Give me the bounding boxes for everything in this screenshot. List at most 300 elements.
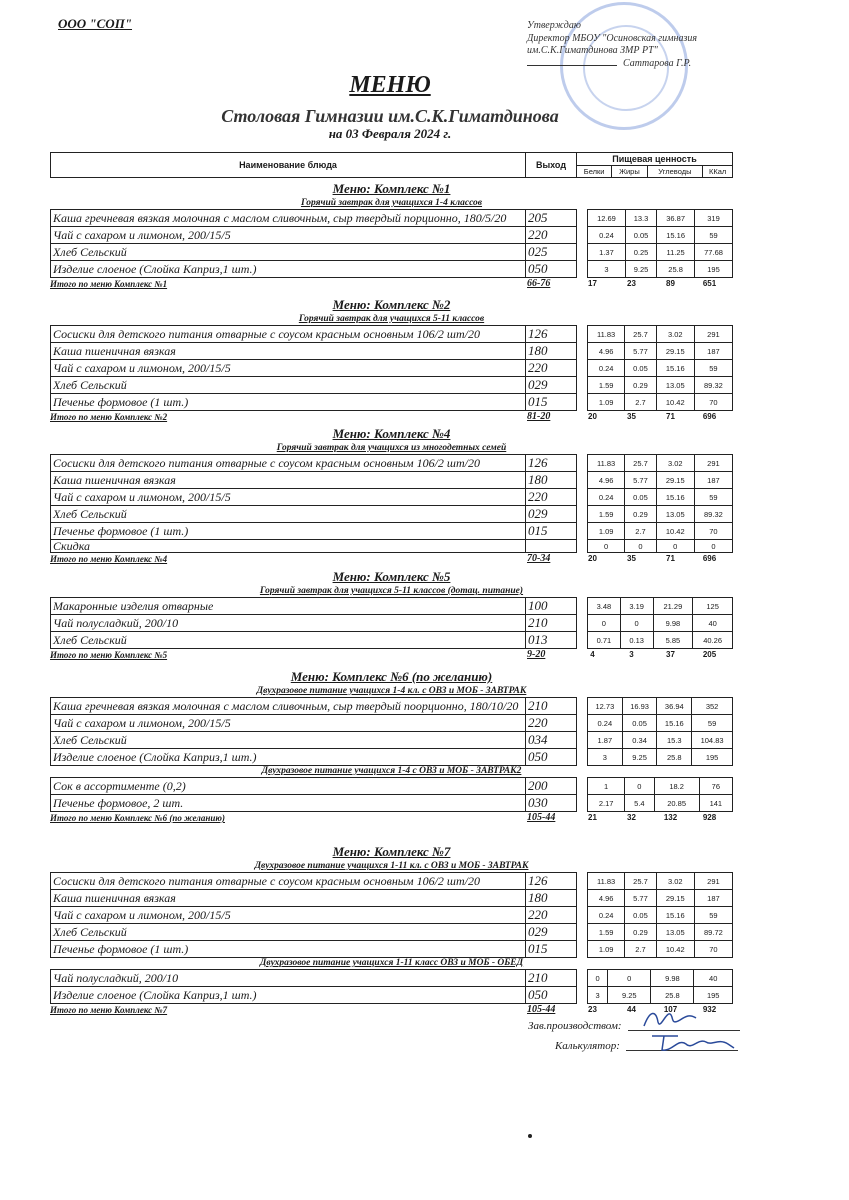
column-gap (577, 244, 588, 261)
menu-section (50, 423, 733, 565)
menu-items-table (50, 777, 733, 812)
fat-value: 0.29 (625, 506, 656, 523)
protein-value: 2.17 (588, 795, 625, 812)
col-protein: Белки (577, 166, 612, 178)
fat-value: 0.05 (622, 715, 657, 732)
menu-item-row (51, 924, 733, 941)
carbs-value: 3.02 (656, 455, 694, 472)
approval-block (527, 20, 697, 70)
dish-output: 180 (526, 343, 577, 360)
fat-value: 2.7 (625, 394, 656, 411)
menu-item-row (51, 343, 733, 360)
menu-item-row (51, 615, 733, 632)
kcal-value: 89.32 (694, 506, 732, 523)
carbs-value: 9.98 (653, 615, 693, 632)
kcal-value: 70 (694, 523, 732, 540)
total-kcal: 651 (702, 279, 717, 288)
dish-name: Хлеб Сельский (51, 632, 526, 649)
menu-item-row (51, 987, 733, 1004)
protein-value: 1 (588, 778, 625, 795)
column-gap (577, 360, 588, 377)
dish-output: 050 (526, 987, 577, 1004)
carbs-value: 29.15 (656, 890, 694, 907)
total-kcal: 928 (702, 813, 717, 822)
fat-value: 0 (608, 970, 651, 987)
protein-value: 4.96 (588, 343, 625, 360)
total-carbs: 37 (666, 650, 675, 659)
dish-output: 015 (526, 523, 577, 540)
fat-value: 0 (625, 778, 654, 795)
dish-name: Каша пшеничная вязкая (51, 472, 526, 489)
total-protein: 17 (588, 279, 597, 288)
kcal-value: 291 (694, 873, 732, 890)
total-fat: 32 (627, 813, 636, 822)
column-gap (577, 506, 588, 523)
section-title: Меню: Комплекс №2 (332, 297, 451, 312)
section-total-row (50, 812, 733, 824)
carbs-value: 15.16 (656, 489, 694, 506)
column-header-table (50, 152, 733, 178)
dish-output: 180 (526, 472, 577, 489)
column-gap (577, 523, 588, 540)
menu-item-row (51, 795, 733, 812)
menu-item-row (51, 970, 733, 987)
kcal-value: 89.32 (694, 377, 732, 394)
menu-item-row (51, 598, 733, 615)
protein-value: 0.71 (588, 632, 621, 649)
section-total-row (50, 278, 733, 290)
menu-section (50, 841, 733, 1016)
carbs-value: 11.25 (657, 244, 695, 261)
carbs-value: 10.42 (656, 394, 694, 411)
total-fat: 35 (627, 554, 636, 563)
total-output: 105-44 (527, 1004, 556, 1015)
protein-value: 11.83 (588, 455, 625, 472)
total-fat: 35 (627, 412, 636, 421)
kcal-value: 89.72 (694, 924, 732, 941)
column-gap (577, 261, 588, 278)
kcal-value: 187 (694, 472, 732, 489)
protein-value: 11.83 (588, 873, 625, 890)
column-gap (577, 227, 588, 244)
dish-output: 210 (526, 970, 577, 987)
dish-output: 029 (526, 924, 577, 941)
column-gap (577, 970, 588, 987)
menu-item-row (51, 227, 733, 244)
fat-value: 25.7 (625, 455, 656, 472)
fat-value: 13.3 (625, 210, 656, 227)
dish-name: Хлеб Сельский (51, 244, 526, 261)
meal-group-title: Горячий завтрак для учащихся 5-11 классов (дотац. питание) (259, 586, 524, 596)
kcal-value: 0 (694, 540, 732, 553)
menu-items-table (50, 697, 733, 766)
dish-output: 015 (526, 941, 577, 958)
dish-output: 220 (526, 227, 577, 244)
dish-name: Макаронные изделия отварные (51, 598, 526, 615)
column-gap (577, 472, 588, 489)
dish-output: 050 (526, 261, 577, 278)
menu-item-row (51, 261, 733, 278)
carbs-value: 10.42 (656, 523, 694, 540)
dish-output: 030 (526, 795, 577, 812)
fat-value: 0.34 (622, 732, 657, 749)
carbs-value: 15.16 (656, 360, 694, 377)
total-carbs: 132 (663, 813, 678, 822)
fat-value: 0.25 (625, 244, 656, 261)
protein-value: 0 (588, 540, 625, 553)
section-title: Меню: Комплекс №7 (332, 844, 451, 859)
protein-value: 12.69 (588, 210, 626, 227)
col-output: Выход (526, 153, 577, 178)
dish-output: 220 (526, 360, 577, 377)
menu-item-row (51, 715, 733, 732)
column-gap (577, 924, 588, 941)
total-fat: 3 (629, 650, 634, 659)
dish-name: Хлеб Сельский (51, 924, 526, 941)
total-kcal: 696 (702, 412, 717, 421)
protein-value: 4.96 (588, 472, 625, 489)
dish-name: Сосиски для детского питания отварные с соусом красным основным 106/2 шт/20 (51, 326, 526, 343)
dish-name: Печенье формовое (1 шт.) (51, 941, 526, 958)
col-kcal: ККал (703, 166, 733, 178)
section-title: Меню: Комплекс №4 (332, 426, 451, 441)
kcal-value: 59 (694, 360, 732, 377)
kcal-value: 104.83 (692, 732, 733, 749)
meal-group-title: Двухразовое питание учащихся 1-4 кл. с ОВЗ и МОБ - ЗАВТРАК (256, 686, 527, 696)
menu-items-table (50, 325, 733, 411)
column-gap (577, 698, 588, 715)
column-gap (577, 455, 588, 472)
carbs-value: 9.98 (651, 970, 694, 987)
column-gap (577, 394, 588, 411)
dish-name: Сок в ассортименте (0,2) (51, 778, 526, 795)
protein-value: 0 (588, 970, 608, 987)
carbs-value: 10.42 (656, 941, 694, 958)
total-protein: 21 (588, 813, 597, 822)
column-gap (577, 778, 588, 795)
menu-item-row (51, 873, 733, 890)
dish-name: Чай с сахаром и лимоном, 200/15/5 (51, 360, 526, 377)
fat-value: 0.05 (625, 227, 656, 244)
dish-name: Чай с сахаром и лимоном, 200/15/5 (51, 227, 526, 244)
column-gap (577, 615, 588, 632)
total-fat: 44 (627, 1005, 636, 1014)
fat-value: 0.05 (625, 489, 656, 506)
carbs-value: 18.2 (654, 778, 699, 795)
kcal-value: 40 (693, 615, 733, 632)
kcal-value: 59 (695, 227, 733, 244)
carbs-value: 15.3 (657, 732, 692, 749)
menu-date: на 03 Февраля 2024 г. (328, 126, 452, 141)
total-label: Итого по меню Комплекс №2 (50, 412, 168, 422)
menu-item-row (51, 698, 733, 715)
fat-value: 3.19 (620, 598, 653, 615)
kcal-value: 195 (695, 261, 733, 278)
total-output: 70-34 (527, 553, 551, 564)
protein-value: 1.37 (588, 244, 626, 261)
menu-section (50, 178, 733, 290)
dish-output: 050 (526, 749, 577, 766)
protein-value: 0.24 (588, 227, 626, 244)
total-kcal: 932 (702, 1005, 717, 1014)
menu-item-row (51, 377, 733, 394)
kcal-value: 125 (693, 598, 733, 615)
menu-item-row (51, 360, 733, 377)
kcal-value: 40.26 (693, 632, 733, 649)
section-title: Меню: Комплекс №6 (по желанию) (290, 669, 493, 684)
total-protein: 20 (588, 412, 597, 421)
total-output: 81-20 (527, 411, 551, 422)
dish-name: Печенье формовое, 2 шт. (51, 795, 526, 812)
protein-value: 1.09 (588, 394, 625, 411)
dish-output: 210 (526, 698, 577, 715)
dish-output: 013 (526, 632, 577, 649)
approval-line: Директор МБОУ "Осиновская гимназия (527, 32, 698, 44)
dish-name: Каша гречневая вязкая молочная с маслом сливочным, сыр твердый поорционно, 180/10/20 (51, 698, 526, 715)
dish-name: Сосиски для детского питания отварные с соусом красным основным 106/2 шт/20 (51, 873, 526, 890)
section-title: Меню: Комплекс №1 (332, 181, 451, 196)
total-output: 9-20 (527, 649, 546, 660)
fat-value: 0.29 (625, 924, 656, 941)
protein-value: 0 (588, 615, 621, 632)
menu-item-row (51, 506, 733, 523)
section-title: Меню: Комплекс №5 (332, 569, 451, 584)
menu-section (50, 666, 733, 824)
column-gap (577, 873, 588, 890)
fat-value: 0.13 (620, 632, 653, 649)
carbs-value: 15.16 (656, 907, 694, 924)
dish-output (526, 540, 577, 553)
fat-value: 5.77 (625, 343, 656, 360)
menu-item-row (51, 732, 733, 749)
total-output: 105-44 (527, 812, 556, 823)
dish-output: 220 (526, 489, 577, 506)
menu-items-table (50, 454, 733, 553)
dish-name: Каша пшеничная вязкая (51, 343, 526, 360)
total-label: Итого по меню Комплекс №6 (по желанию) (50, 813, 225, 823)
dish-name: Хлеб Сельский (51, 732, 526, 749)
meal-group-title: Горячий завтрак для учащихся из многодетных семей (276, 443, 507, 453)
protein-value: 12.73 (588, 698, 623, 715)
column-gap (577, 795, 588, 812)
menu-item-row (51, 455, 733, 472)
dish-output: 205 (526, 210, 577, 227)
kcal-value: 70 (694, 394, 732, 411)
protein-value: 3 (588, 987, 608, 1004)
approval-line: им.С.К.Гиматдинова ЗМР РТ" (527, 45, 658, 56)
meal-group-title: Двухразовое питание учащихся 1-11 кл. с ОВЗ и МОБ - ЗАВТРАК (254, 861, 529, 871)
fat-value: 5.4 (625, 795, 654, 812)
column-gap (577, 907, 588, 924)
dish-name: Каша пшеничная вязкая (51, 890, 526, 907)
total-label: Итого по меню Комплекс №4 (50, 554, 168, 564)
section-total-row (50, 411, 733, 423)
page-subtitle: Столовая Гимназии им.С.К.Гиматдинова (221, 106, 559, 126)
menu-item-row (51, 632, 733, 649)
dish-name: Скидка (51, 540, 526, 553)
dish-output: 015 (526, 394, 577, 411)
menu-item-row (51, 326, 733, 343)
fat-value: 9.25 (625, 261, 656, 278)
protein-value: 1.09 (588, 523, 625, 540)
menu-items-table (50, 872, 733, 958)
menu-item-row (51, 890, 733, 907)
kcal-value: 187 (694, 890, 732, 907)
total-carbs: 71 (666, 412, 675, 421)
dish-name: Печенье формовое (1 шт.) (51, 523, 526, 540)
dish-name: Хлеб Сельский (51, 506, 526, 523)
column-gap (577, 632, 588, 649)
fat-value: 5.77 (625, 890, 656, 907)
dish-output: 220 (526, 715, 577, 732)
kcal-value: 195 (694, 987, 733, 1004)
kcal-value: 141 (699, 795, 732, 812)
section-total-row (50, 649, 733, 661)
total-carbs: 89 (666, 279, 675, 288)
fat-value: 25.7 (625, 326, 656, 343)
total-fat: 23 (627, 279, 636, 288)
menu-item-row (51, 540, 733, 553)
dish-name: Чай с сахаром и лимоном, 200/15/5 (51, 907, 526, 924)
kcal-value: 76 (699, 778, 732, 795)
menu-item-row (51, 394, 733, 411)
protein-value: 1.09 (588, 941, 625, 958)
column-gap (577, 326, 588, 343)
menu-item-row (51, 244, 733, 261)
carbs-value: 15.16 (657, 715, 692, 732)
kcal-value: 59 (694, 489, 732, 506)
meal-group-title: Двухразовое питание учащихся 1-4 с ОВЗ и МОБ - ЗАВТРАК2 (261, 766, 522, 776)
fat-value: 0.29 (625, 377, 656, 394)
total-protein: 23 (588, 1005, 597, 1014)
menu-item-row (51, 907, 733, 924)
carbs-value: 25.8 (657, 261, 695, 278)
fat-value: 0.05 (625, 907, 656, 924)
fat-value: 25.7 (625, 873, 656, 890)
column-gap (577, 343, 588, 360)
carbs-value: 15.16 (657, 227, 695, 244)
section-total-row (50, 1004, 733, 1016)
column-gap (577, 489, 588, 506)
carbs-value: 0 (656, 540, 694, 553)
dish-output: 180 (526, 890, 577, 907)
fat-value: 2.7 (625, 523, 656, 540)
dish-name: Чай полусладкий, 200/10 (51, 970, 526, 987)
dish-output: 029 (526, 506, 577, 523)
dish-output: 034 (526, 732, 577, 749)
protein-value: 0.24 (588, 489, 625, 506)
dish-name: Хлеб Сельский (51, 377, 526, 394)
dish-output: 126 (526, 326, 577, 343)
carbs-value: 36.87 (657, 210, 695, 227)
dish-output: 210 (526, 615, 577, 632)
kcal-value: 77.68 (695, 244, 733, 261)
carbs-value: 13.05 (656, 377, 694, 394)
fat-value: 0 (620, 615, 653, 632)
fat-value: 9.25 (608, 987, 651, 1004)
col-nutrition: Пищевая ценность (577, 153, 733, 166)
kcal-value: 352 (692, 698, 733, 715)
dish-output: 100 (526, 598, 577, 615)
column-gap (577, 941, 588, 958)
meal-group-title: Горячий завтрак для учащихся 1-4 классов (300, 198, 483, 208)
total-kcal: 696 (702, 554, 717, 563)
col-fat: Жиры (612, 166, 647, 178)
kcal-value: 40 (694, 970, 733, 987)
section-total-row (50, 553, 733, 565)
total-carbs: 71 (666, 554, 675, 563)
scan-speck (528, 1134, 532, 1138)
dish-name: Изделие слоеное (Слойка Каприз,1 шт.) (51, 987, 526, 1004)
kcal-value: 59 (692, 715, 733, 732)
fat-value: 2.7 (625, 941, 656, 958)
col-carbs: Углеводы (647, 166, 703, 178)
dish-name: Каша гречневая вязкая молочная с маслом сливочным, сыр твердый порционно, 180/5/20 (51, 210, 526, 227)
approval-line: Утверждаю (527, 20, 581, 31)
column-gap (577, 540, 588, 553)
fat-value: 0.05 (625, 360, 656, 377)
dish-name: Изделие слоеное (Слойка Каприз,1 шт.) (51, 261, 526, 278)
dish-name: Чай с сахаром и лимоном, 200/15/5 (51, 489, 526, 506)
organization-name: ООО "СОП" (58, 16, 133, 31)
column-gap (577, 732, 588, 749)
kcal-value: 319 (695, 210, 733, 227)
total-label: Итого по меню Комплекс №1 (50, 279, 168, 289)
dish-name: Чай с сахаром и лимоном, 200/15/5 (51, 715, 526, 732)
column-gap (577, 749, 588, 766)
dish-name: Изделие слоеное (Слойка Каприз,1 шт.) (51, 749, 526, 766)
menu-item-row (51, 523, 733, 540)
calculator-signature: Калькулятор: (555, 1040, 738, 1052)
menu-items-table (50, 597, 733, 649)
column-gap (577, 210, 588, 227)
column-gap (577, 715, 588, 732)
kcal-value: 195 (692, 749, 733, 766)
carbs-value: 36.94 (657, 698, 692, 715)
total-kcal: 205 (702, 650, 717, 659)
kcal-value: 291 (694, 455, 732, 472)
protein-value: 0.24 (588, 715, 623, 732)
protein-value: 3.48 (588, 598, 621, 615)
fat-value: 9.25 (622, 749, 657, 766)
menu-items-table (50, 209, 733, 278)
kcal-value: 187 (694, 343, 732, 360)
meal-group-title: Двухразовое питание учащихся 1-11 класс ОВЗ и МОБ - ОБЕД (259, 958, 524, 968)
total-output: 66-76 (527, 278, 551, 289)
carbs-value: 29.15 (656, 472, 694, 489)
kcal-value: 70 (694, 941, 732, 958)
menu-section (50, 566, 733, 661)
dish-output: 126 (526, 455, 577, 472)
dish-name: Печенье формовое (1 шт.) (51, 394, 526, 411)
dish-output: 200 (526, 778, 577, 795)
protein-value: 4.96 (588, 890, 625, 907)
column-gap (577, 987, 588, 1004)
menu-item-row (51, 941, 733, 958)
protein-value: 3 (588, 749, 623, 766)
dish-output: 025 (526, 244, 577, 261)
menu-items-table (50, 969, 733, 1004)
carbs-value: 13.05 (656, 506, 694, 523)
carbs-value: 25.8 (651, 987, 694, 1004)
total-label: Итого по меню Комплекс №5 (50, 650, 168, 660)
carbs-value: 21.29 (653, 598, 693, 615)
protein-value: 1.59 (588, 506, 625, 523)
col-name: Наименование блюда (51, 153, 526, 178)
page-title: МЕНЮ (349, 72, 431, 98)
carbs-value: 5.85 (653, 632, 693, 649)
protein-value: 0.24 (588, 360, 625, 377)
